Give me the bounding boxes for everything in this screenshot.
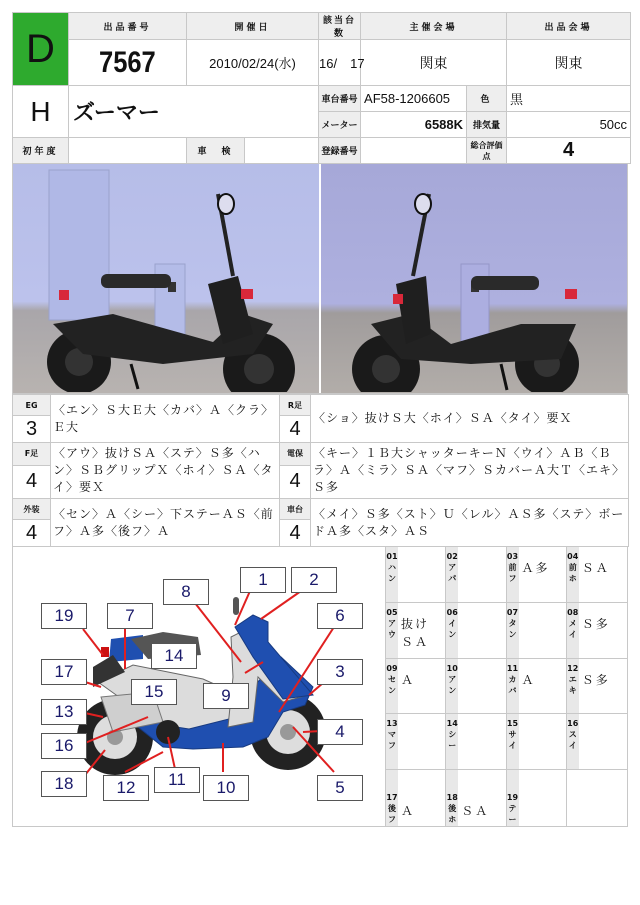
part-code: 11カバ (507, 659, 519, 714)
displacement-value: 50cc (507, 112, 631, 138)
callout-10: 10 (203, 775, 249, 801)
host-venue-label: 主催会場 (361, 13, 507, 40)
part-code: 19テー (507, 770, 519, 826)
eval-notes-rear: 〈ショ〉抜けＳ大〈ホイ〉ＳＡ〈タイ〉要Ｘ (311, 395, 629, 443)
part-cell-11 (507, 659, 567, 715)
part-cell-12 (567, 659, 627, 715)
part-code: 16スイ (567, 714, 579, 769)
part-value (519, 714, 566, 769)
model-name: ズーマー (69, 86, 319, 138)
part-cell-17 (386, 770, 446, 826)
meter-value: 6588K (361, 112, 467, 138)
part-value (398, 714, 445, 769)
total-score-label: 総合評価点 (467, 138, 507, 164)
host-venue: 関東 (361, 40, 507, 86)
eval-score-electrical: 4 (280, 465, 311, 498)
part-value (458, 547, 505, 602)
part-value: Ａ (401, 672, 416, 687)
reg-number-value (361, 138, 467, 164)
part-code: 15サイ (507, 714, 519, 769)
parts-section (12, 547, 628, 827)
color-label: 色 (467, 86, 507, 112)
eval-score-exterior: 4 (13, 520, 51, 547)
part-value: ＳＡ (461, 804, 490, 819)
eval-label-front: F足 (13, 443, 51, 466)
frame-number: AF58-1206605 (361, 86, 467, 112)
part-cell-16 (567, 714, 627, 770)
reg-number-label: 登録番号 (319, 138, 361, 164)
exhibit-venue: 関東 (507, 40, 631, 86)
part-value (579, 714, 627, 769)
callout-12: 12 (103, 775, 149, 801)
part-cell-14 (446, 714, 506, 770)
part-cell-09 (386, 659, 446, 715)
eval-score-eg: 3 (13, 416, 51, 443)
part-cell-03 (507, 547, 567, 603)
color-value: 黒 (507, 86, 631, 112)
auction-date: 2010/02/24(水) (187, 40, 319, 86)
lot-label: 出品番号 (69, 13, 187, 40)
eval-notes-exterior: 〈セン〉Ａ〈シー〉下ステーＡＳ〈前フ〉Ａ多〈後フ〉Ａ (51, 499, 280, 547)
total-score: 4 (507, 138, 631, 164)
part-code: 02アパ (446, 547, 458, 602)
callout-6: 6 (317, 603, 363, 629)
parts-grid (386, 547, 627, 826)
part-cell-01 (386, 547, 446, 603)
part-code: 07タン (507, 603, 519, 658)
callout-2: 2 (291, 567, 337, 593)
part-code: 12エキ (567, 659, 579, 714)
first-reg-value (69, 138, 187, 164)
lot-number: 7567 (99, 45, 156, 79)
callout-14: 14 (151, 643, 197, 669)
part-value: 抜けＳＡ (401, 616, 430, 649)
inspection-label: 車 検 (187, 138, 245, 164)
part-value: Ａ多 (521, 561, 550, 575)
callout-1: 1 (240, 567, 286, 593)
part-code: 13マフ (386, 714, 398, 769)
date-label: 開催日 (187, 13, 319, 40)
part-code: 04前ホ (567, 547, 579, 602)
scooter-diagram (13, 547, 386, 826)
part-code: 08メイ (567, 603, 579, 658)
part-code: 14シー (446, 714, 458, 769)
callout-3: 3 (317, 659, 363, 685)
part-value: ＳＡ (581, 561, 610, 575)
eval-label-eg: EG (13, 395, 51, 416)
callout-17: 17 (41, 659, 87, 685)
part-code: 03前フ (507, 547, 519, 602)
eval-notes-eg: 〈エン〉Ｓ大Ｅ大〈カバ〉Ａ〈クラ〉Ｅ大 (51, 395, 280, 443)
scooter-left-photo-icon (13, 164, 319, 392)
eval-label-electrical: 電保 (280, 443, 311, 466)
part-cell-06 (446, 603, 506, 659)
part-value (398, 547, 445, 602)
part-cell-13 (386, 714, 446, 770)
first-reg-label: 初年度 (13, 138, 69, 164)
eval-label-exterior: 外装 (13, 499, 51, 520)
part-cell-04 (567, 547, 627, 603)
callout-11: 11 (154, 767, 200, 793)
part-value (458, 659, 505, 714)
callout-13: 13 (41, 699, 87, 725)
part-cell-10 (446, 659, 506, 715)
part-value (458, 603, 505, 658)
part-value: Ｓ多 (581, 672, 610, 687)
eval-score-rear: 4 (280, 416, 311, 443)
eval-label-rear: R足 (280, 395, 311, 416)
part-cell-15 (507, 714, 567, 770)
part-value: Ａ (401, 804, 416, 819)
eval-notes-frame: 〈メイ〉Ｓ多〈スト〉Ｕ〈レル〉ＡＳ多〈ステ〉ボードＡ多〈スタ〉ＡＳ (311, 499, 629, 547)
part-cell-07 (507, 603, 567, 659)
part-value (519, 603, 566, 658)
count-label: 該当台数 (319, 13, 361, 40)
inspection-value (245, 138, 319, 164)
eval-score-front: 4 (13, 465, 51, 498)
part-cell-blank (567, 770, 627, 826)
grade-badge: D (13, 13, 69, 86)
part-code: 10アン (446, 659, 458, 714)
part-cell-19 (507, 770, 567, 826)
part-code: 06イン (446, 603, 458, 658)
part-cell-18 (446, 770, 506, 826)
part-value (458, 714, 505, 769)
callout-8: 8 (163, 579, 209, 605)
eval-label-frame: 車台 (280, 499, 311, 520)
part-value (519, 770, 566, 826)
part-code: 18後ホ (446, 770, 458, 826)
scooter-right-photo-icon (321, 164, 627, 392)
auction-sheet (12, 12, 628, 827)
part-code: 09セン (386, 659, 398, 714)
displacement-label: 排気量 (467, 112, 507, 138)
part-cell-05 (386, 603, 446, 659)
left-side-photo[interactable] (13, 164, 321, 393)
part-cell-02 (446, 547, 506, 603)
eval-score-frame: 4 (280, 520, 311, 547)
callout-7: 7 (107, 603, 153, 629)
callout-15: 15 (131, 679, 177, 705)
right-side-photo[interactable] (321, 164, 627, 393)
part-value: Ａ (521, 672, 536, 687)
callout-19: 19 (41, 603, 87, 629)
callout-5: 5 (317, 775, 363, 801)
part-code: 17後フ (386, 770, 398, 826)
header-table (12, 12, 631, 164)
part-value: Ｓ多 (581, 616, 610, 631)
eval-notes-electrical: 〈キー〉１Ｂ大シャッターキーＮ〈ウイ〉ＡＢ〈Ｂラ〉Ａ〈ミラ〉ＳＡ〈マフ〉ＳカバーＡ大Ｔ〈エキ〉Ｓ多 (311, 443, 629, 499)
callout-9: 9 (203, 683, 249, 709)
meter-label: メーター (319, 112, 361, 138)
callout-4: 4 (317, 719, 363, 745)
callout-18: 18 (41, 771, 87, 797)
evaluation-table (12, 394, 629, 547)
lot-count: 16/ 17 (319, 40, 361, 86)
eval-notes-front: 〈アウ〉抜けＳＡ〈ステ〉Ｓ多〈ハン〉ＳＢグリップＸ〈ホイ〉ＳＡ〈タイ〉要Ｘ (51, 443, 280, 499)
maker-initial: H (13, 86, 69, 138)
frame-label: 車台番号 (319, 86, 361, 112)
callout-16: 16 (41, 733, 87, 759)
part-code: 05アウ (386, 603, 398, 658)
part-cell-08 (567, 603, 627, 659)
photo-strip (12, 164, 628, 394)
exhibit-venue-label: 出品会場 (507, 13, 631, 40)
part-code: 01ハン (386, 547, 398, 602)
